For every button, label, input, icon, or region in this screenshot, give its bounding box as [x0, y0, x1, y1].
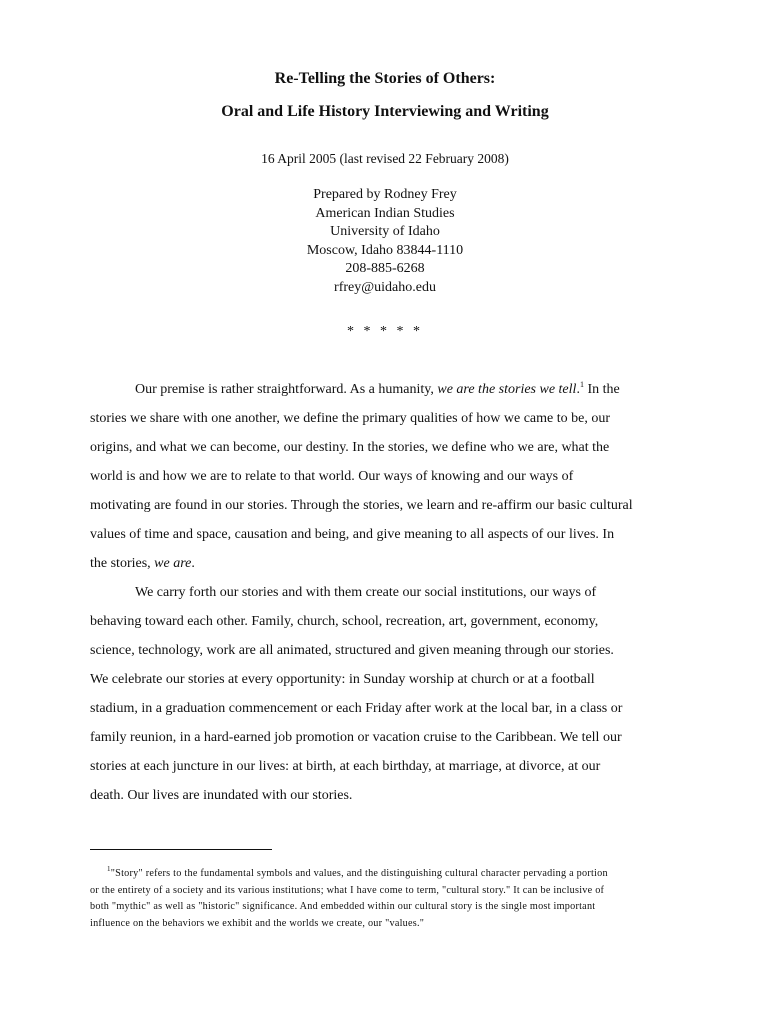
document-date: 16 April 2005 (last revised 22 February 2008) [261, 151, 509, 166]
footnote-reference[interactable]: 1 [579, 380, 584, 389]
paragraph-2-line-2: behaving toward each other. Family, church, school, recreation, art, government, economy, [90, 614, 599, 629]
title-line-1: Re-Telling the Stories of Others: [274, 70, 496, 87]
author-email[interactable]: rfrey@uidaho.edu [334, 279, 436, 295]
author-block [0, 186, 770, 298]
paragraph-1-line-2: stories we share with one another, we define the primary qualities of how we came to be, our [90, 411, 610, 426]
footnote-line-4: influence on the behaviors we exhibit and the worlds we create, our "values." [90, 917, 425, 929]
footnote-divider [90, 849, 272, 850]
paragraph-1-line-3: origins, and what we can become, our destiny. In the stories, we define who we are, what the [90, 440, 610, 455]
footnote-text: "Story" refers to the fundamental symbols and values, and the distinguishing cultural character pervading a portion [110, 868, 608, 879]
text-segment: Our premise is rather straightforward. As a humanity, [135, 382, 438, 397]
paragraph-2-line-6: family reunion, in a hard-earned job promotion or vacation cruise to the Caribbean. We tell our [90, 730, 622, 745]
author-department: American Indian Studies [315, 205, 455, 221]
footnote-line-1 [90, 866, 685, 883]
paragraph-2-line-7: stories at each juncture in our lives: at birth, at each birthday, at marriage, at divorce, at our [90, 759, 601, 774]
footnote [90, 866, 685, 932]
paragraph-1-line-1 [90, 375, 685, 404]
text-segment: the stories, [90, 556, 155, 571]
author-university: University of Idaho [330, 224, 440, 240]
paragraph-1-line-5: motivating are found in our stories. Through the stories, we learn and re-affirm our basic cultural [90, 498, 633, 513]
paragraph-2-line-1: We carry forth our stories and with them create our social institutions, our ways of [135, 585, 597, 600]
paragraph-1-line-4: world is and how we are to relate to that world. Our ways of knowing and our ways of [90, 469, 574, 484]
paragraph-2-line-8: death. Our lives are inundated with our stories. [90, 788, 353, 803]
section-separator: * * * * * [347, 324, 423, 339]
body-text [90, 375, 685, 810]
footnote-line-2: or the entirety of a society and its various institutions; what I have come to term, "cultural story." It can be inclusive of [90, 884, 605, 896]
paragraph-2-line-4: We celebrate our stories at every opportunity: in Sunday worship at church or at a football [90, 672, 595, 687]
paragraph-2-line-3: science, technology, work are all animated, structured and given meaning through our stories. [90, 643, 614, 658]
text-segment: In the [583, 382, 620, 397]
author-address: Moscow, Idaho 83844-1110 [306, 242, 464, 258]
emphasis-text: we are [154, 556, 192, 571]
footnote-line-3: both "mythic" as well as "historic" significance. And embedded within our cultural story is the single most important [90, 901, 596, 912]
paragraph-2-line-5: stadium, in a graduation commencement or each Friday after work at the local bar, in a class or [90, 701, 623, 716]
paragraph-1-line-7 [90, 549, 685, 578]
footnote-marker: 1 [107, 865, 111, 873]
author-phone: 208-885-6268 [345, 261, 425, 277]
text-segment: . [191, 556, 195, 571]
emphasis-text: we are the stories we tell [437, 382, 577, 397]
title-line-2: Oral and Life History Interviewing and Writing [221, 103, 549, 120]
author-name: Prepared by Rodney Frey [313, 187, 457, 202]
paragraph-1-line-6: values of time and space, causation and being, and give meaning to all aspects of our lives. In [90, 527, 615, 542]
text-segment: . [576, 382, 580, 397]
